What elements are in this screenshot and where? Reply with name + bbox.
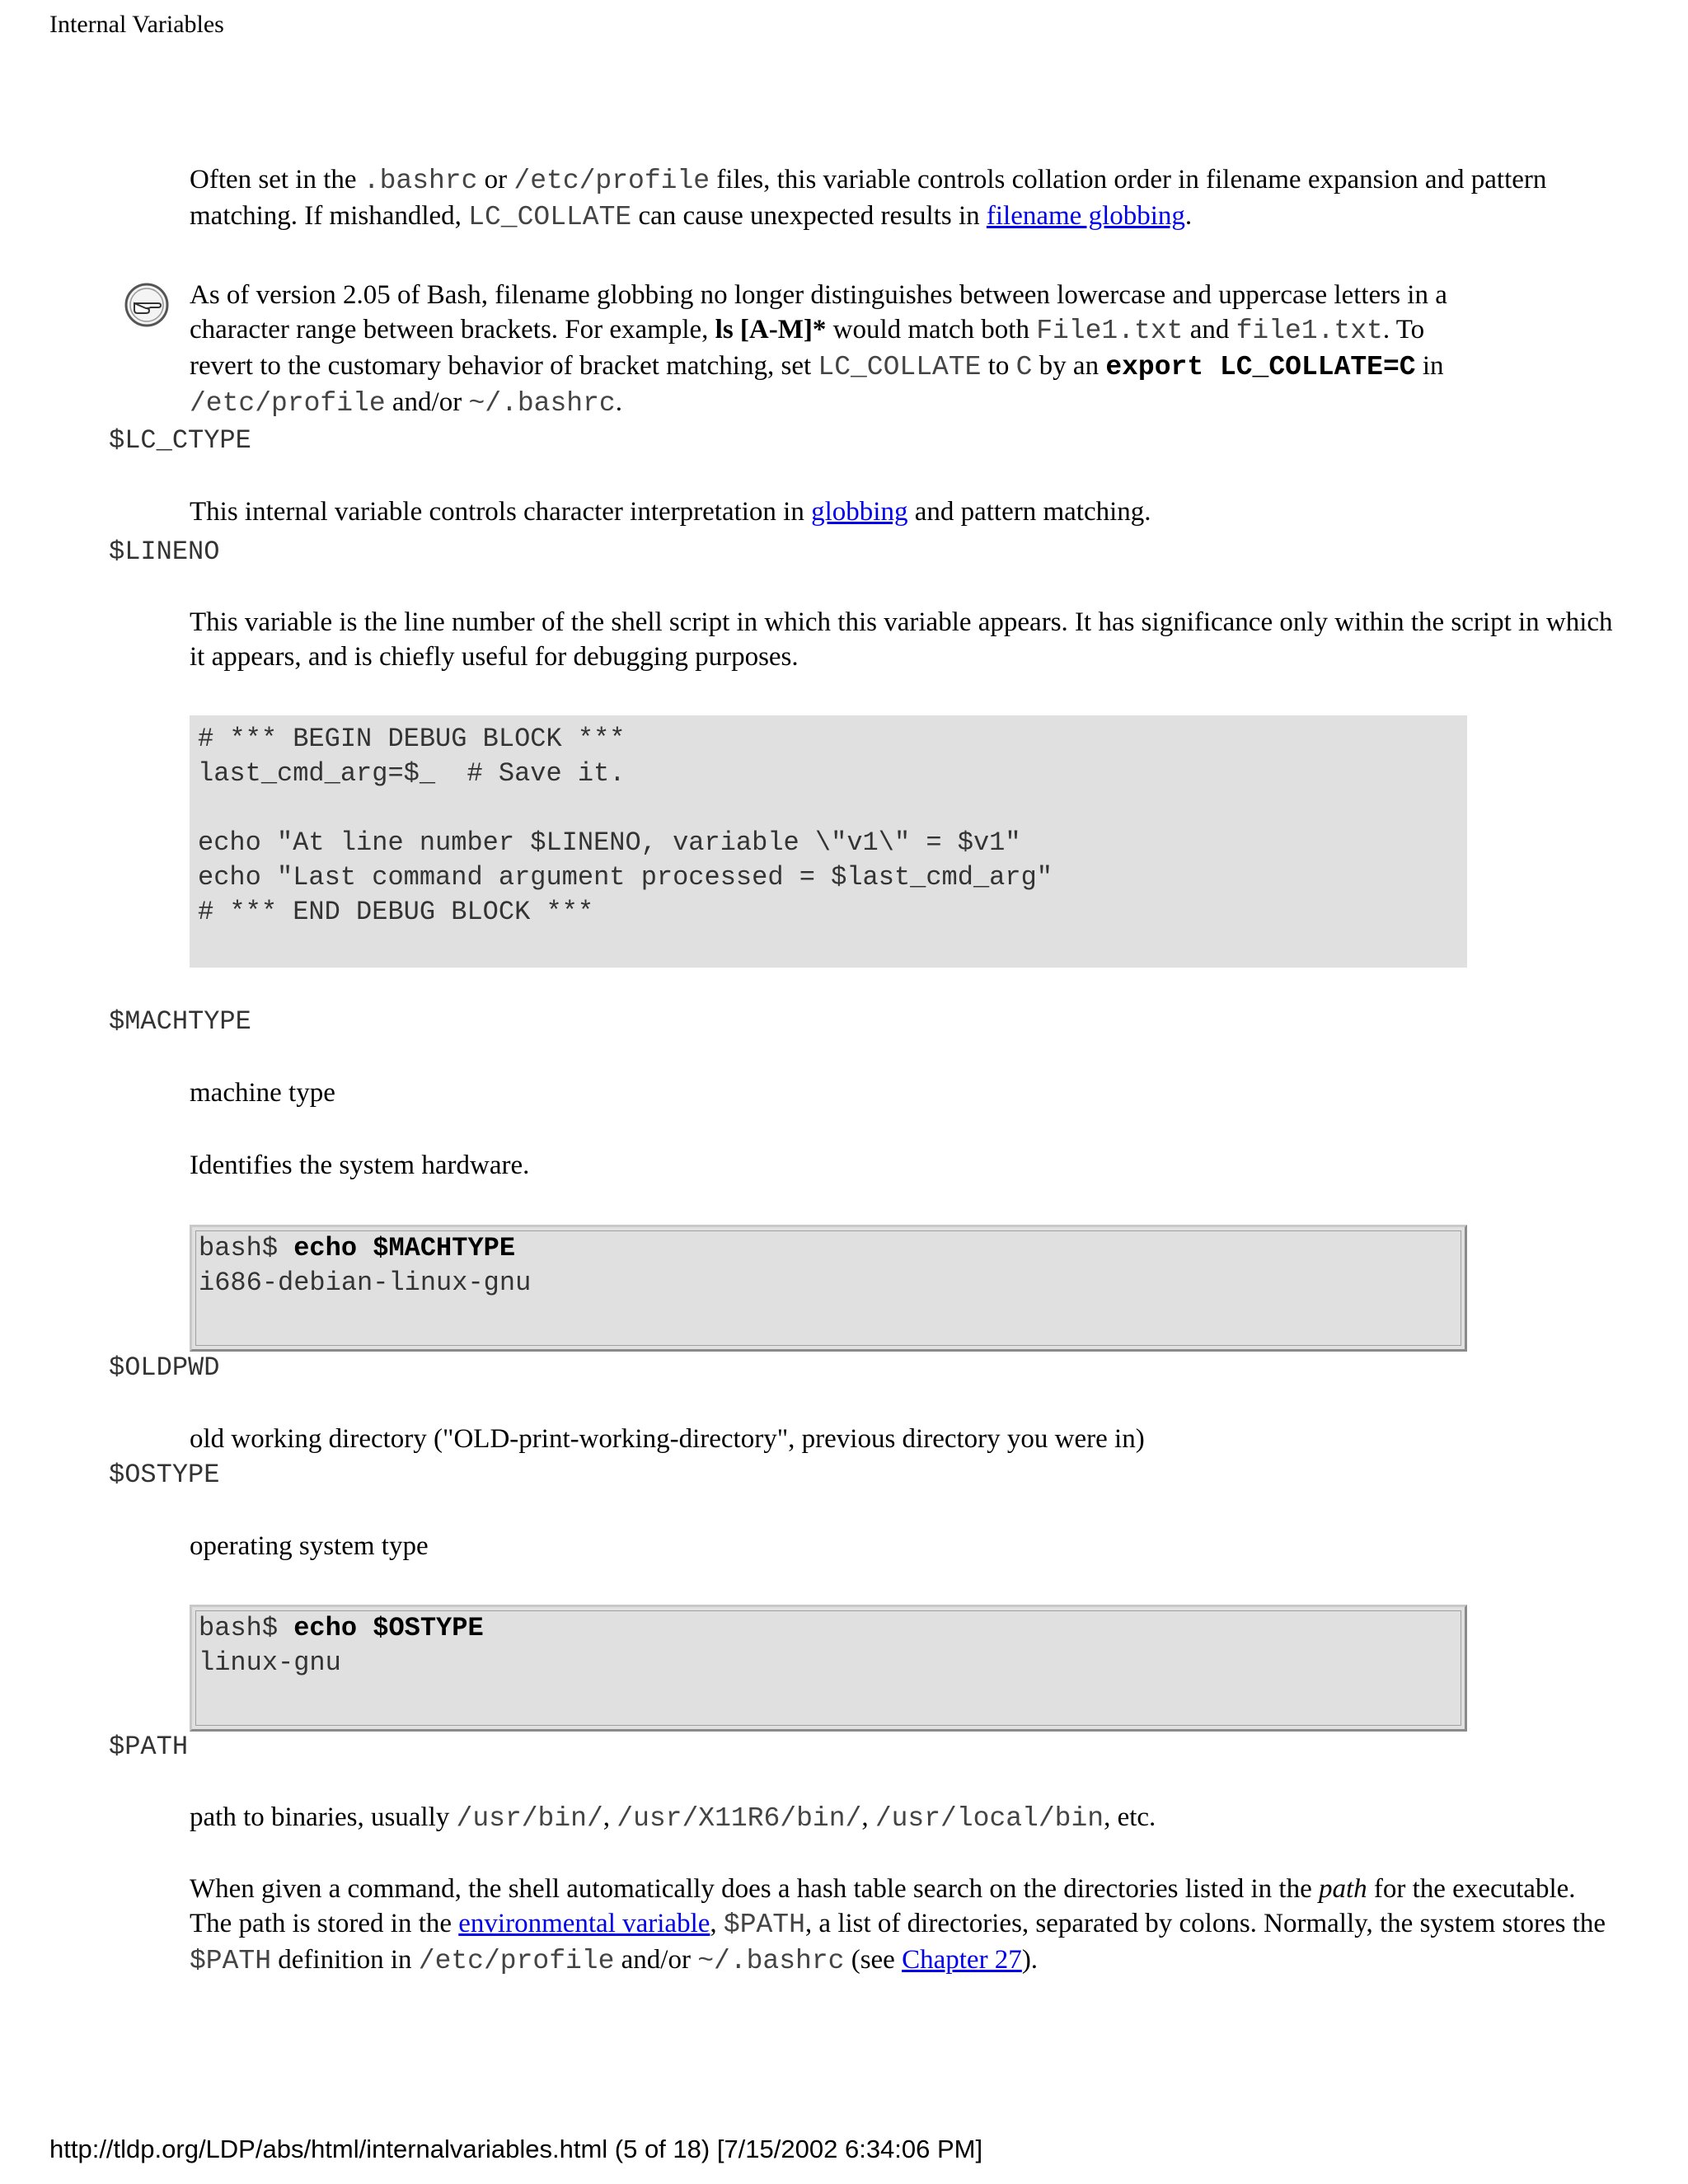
machtype-screen-block xyxy=(190,1225,1467,1352)
term-path: $PATH xyxy=(109,1732,189,1762)
filename-globbing-link[interactable]: filename globbing xyxy=(986,201,1185,231)
lineno-code: # *** BEGIN DEBUG BLOCK *** last_cmd_arg=$_ # Save it. echo "At line number $LINENO, variable \"v1\" = $v1" echo "Last command argument processed = $last_cmd_arg" # *** END DEBUG BLOCK *** xyxy=(198,724,1053,927)
term-lc-ctype: $LC_CTYPE xyxy=(109,425,251,456)
shell-prompt: bash$ xyxy=(199,1233,294,1263)
lineno-code-block xyxy=(190,715,1467,968)
page-footer-url: http://tldp.org/LDP/abs/html/internalvariables.html (5 of 18) [7/15/2002 6:34:06 PM] xyxy=(49,2135,983,2163)
shell-prompt: bash$ xyxy=(199,1613,294,1643)
environmental-variable-link[interactable]: environmental variable xyxy=(458,1909,710,1938)
path-detail: When given a command, the shell automatically does a hash table search on the directories listed in the path for the executable. The path is stored in the environmental variable, $PATH, a list of directories, separated by colons. Normally, the system stores the $PATH definition in /etc/profile and/or ~/.bashrc (see Chapter 27). xyxy=(190,1874,1606,1976)
shell-output: i686-debian-linux-gnu xyxy=(199,1268,532,1298)
chapter-27-link[interactable]: Chapter 27 xyxy=(902,1945,1022,1975)
machtype-description: machine type xyxy=(190,1078,335,1108)
term-ostype: $OSTYPE xyxy=(109,1460,220,1490)
oldpwd-description: old working directory ("OLD-print-working-directory", previous directory you were in) xyxy=(190,1424,1145,1454)
lc-collate-description: Often set in the .bashrc or /etc/profile files, this variable controls collation order in filename expansion and pattern matching. If mishandled, LC_COLLATE can cause unexpected results in filename globbing. xyxy=(190,165,1547,232)
globbing-link[interactable]: globbing xyxy=(811,497,908,527)
lineno-description: This variable is the line number of the shell script in which this variable appears. It has significance only within the script in which it appears, and is chiefly useful for debugging purposes. xyxy=(190,607,1613,672)
term-oldpwd: $OLDPWD xyxy=(109,1352,220,1383)
page-header-title: Internal Variables xyxy=(49,11,224,38)
ostype-screen-block xyxy=(190,1605,1467,1732)
machtype-detail: Identifies the system hardware. xyxy=(190,1151,530,1180)
shell-output: linux-gnu xyxy=(199,1647,341,1678)
note-text: As of version 2.05 of Bash, filename globbing no longer distinguishes between lowercase and uppercase letters in a character range between brackets. For example, ls [A-M]* would match both File1.txt and file1.txt. To revert to the customary behavior of bracket matching, set LC_COLLATE to C by an export LC_COLLATE=C in /etc/profile and/or ~/.bashrc. xyxy=(190,280,1447,419)
term-machtype: $MACHTYPE xyxy=(109,1006,251,1037)
path-description: path to binaries, usually /usr/bin/, /usr/X11R6/bin/, /usr/local/bin, etc. xyxy=(190,1802,1156,1834)
ostype-description: operating system type xyxy=(190,1531,429,1561)
shell-command: echo $MACHTYPE xyxy=(293,1233,516,1263)
term-lineno: $LINENO xyxy=(109,537,220,567)
note-pointing-hand-icon xyxy=(124,282,170,328)
lc-ctype-description: This internal variable controls character interpretation in globbing and pattern matching. xyxy=(190,497,1151,527)
shell-command: echo $OSTYPE xyxy=(293,1613,484,1643)
